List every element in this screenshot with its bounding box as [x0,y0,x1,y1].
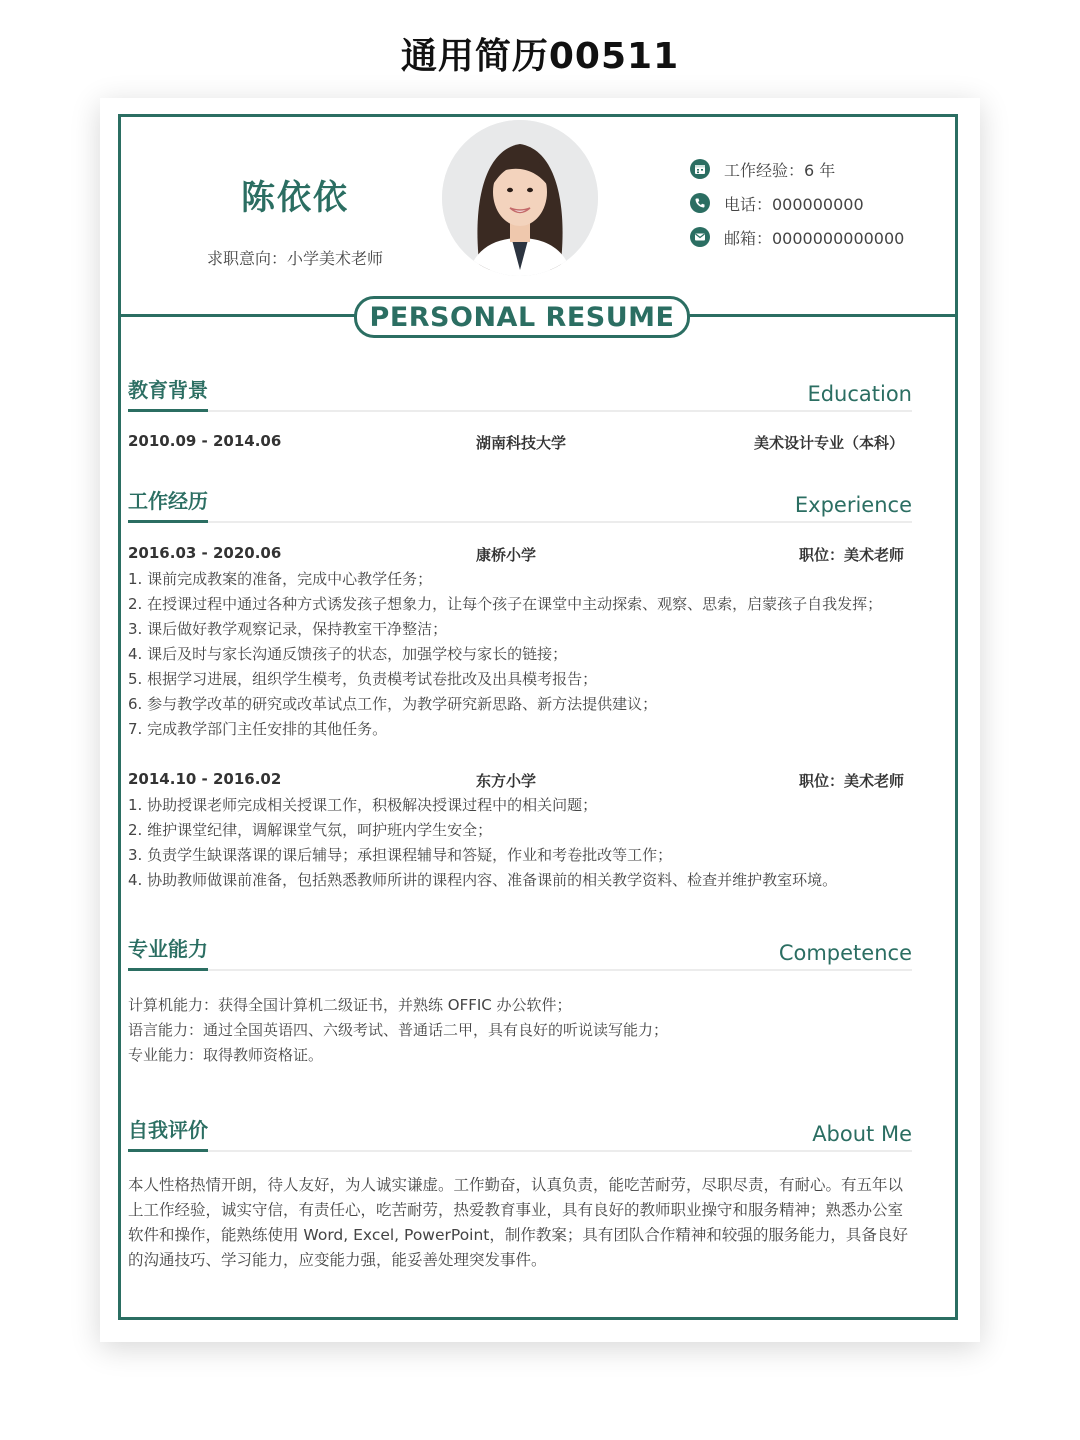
contact-experience-text: 工作经验：6 年 [724,160,836,180]
duty-item: 1. 课前完成教案的准备，完成中心教学任务； [128,570,433,588]
duty-item: 4. 课后及时与家长沟通反馈孩子的状态，加强学校与家长的链接； [128,645,568,663]
job-period: 2014.10 - 2016.02 [128,770,282,788]
competence-item: 计算机能力：获得全国计算机二级证书，并熟练 OFFIC 办公软件； [128,996,572,1014]
calendar-icon [690,159,710,179]
personal-resume-banner: PERSONAL RESUME [354,296,690,338]
contact-list [690,152,904,254]
section-header-experience [128,485,912,523]
education-major: 美术设计专业（本科） [753,434,904,452]
contact-email [690,220,904,254]
portrait-illustration [442,120,598,276]
section-header-about [128,1114,912,1152]
phone-icon [690,193,710,213]
contact-phone [690,186,904,220]
job-row [128,544,904,568]
education-period: 2010.09 - 2014.06 [128,432,282,450]
job-position: 职位：美术老师 [798,546,904,564]
duty-item: 1. 协助授课老师完成相关授课工作，积极解决授课过程中的相关问题； [128,796,598,814]
page-title: 通用简历00511 [400,36,680,77]
education-school: 湖南科技大学 [476,434,567,452]
section-title-en: Competence [778,941,912,965]
resume-paper [100,98,980,1342]
contact-experience [690,152,904,186]
job-duties [128,793,918,893]
section-title: 专业能力 [128,933,208,971]
duty-item: 4. 协助教师做课前准备，包括熟悉教师所讲的课程内容、准备课前的相关教学资料、检查并维护教室环境。 [128,871,838,889]
duty-item: 3. 负责学生缺课落课的课后辅导；承担课程辅导和答疑，作业和考卷批改等工作； [128,846,673,864]
contact-phone-text: 电话：000000000 [724,194,864,214]
job-row [128,770,904,794]
profile-photo [442,120,598,276]
mail-icon [690,227,710,247]
education-row [128,432,904,456]
section-title: 自我评价 [128,1114,208,1152]
duty-item: 5. 根据学习进展，组织学生模考，负责模考试卷批改及出具模考报告； [128,670,598,688]
duty-item: 7. 完成教学部门主任安排的其他任务。 [128,720,388,738]
section-title-en: About Me [812,1122,912,1146]
divider-left [118,314,358,317]
duty-item: 6. 参与教学改革的研究或改革试点工作，为教学研究新思路、新方法提供建议； [128,695,658,713]
duty-item: 2. 在授课过程中通过各种方式诱发孩子想象力，让每个孩子在课堂中主动探索、观察、思索，启蒙孩子自我发挥； [128,595,883,613]
candidate-name: 陈依依 [241,178,349,218]
job-company: 东方小学 [476,772,537,790]
section-title-en: Experience [794,493,912,517]
job-position: 职位：美术老师 [798,772,904,790]
section-title-en: Education [807,382,912,406]
competence-item: 语言能力：通过全国英语四、六级考试、普通话二甲，具有良好的听说读写能力； [128,1021,669,1039]
section-header-education [128,374,912,412]
section-header-competence [128,933,912,971]
duty-item: 3. 课后做好教学观察记录，保持教室干净整洁； [128,620,448,638]
job-company: 康桥小学 [476,546,537,564]
section-title: 教育背景 [128,374,208,412]
competence-item: 专业能力：取得教师资格证。 [128,1046,324,1064]
section-title: 工作经历 [128,485,208,523]
job-duties [128,567,918,742]
job-intention: 求职意向：小学美术老师 [206,249,383,268]
divider-right [680,314,958,317]
duty-item: 2. 维护课堂纪律，调解课堂气氛，呵护班内学生安全； [128,821,493,839]
job-period: 2016.03 - 2020.06 [128,544,282,562]
about-text: 本人性格热情开朗，待人友好，为人诚实谦虚。工作勤奋，认真负责，能吃苦耐劳，尽职尽责，有耐心。有五年以上工作经验，诚实守信，有责任心，吃苦耐劳，热爱教育事业，具有良好的教师职业操守和服务精神；熟悉办公室软件和操作，能熟练使用 Word, Excel, PowerPoint，制作教案；具有团队合作精神和较强的服务能力，具备良好的沟通技巧、学习能力，应变能力强，能妥善处理突发事件。 [128,1176,908,1269]
contact-email-text: 邮箱：0000000000000 [724,228,905,248]
competence-list [128,993,918,1068]
